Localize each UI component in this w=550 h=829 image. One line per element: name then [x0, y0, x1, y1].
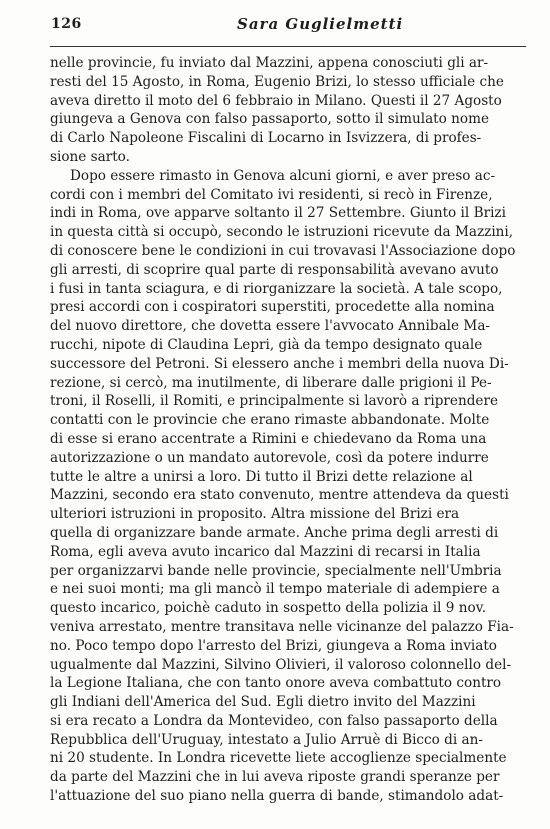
text-line: cordi con i membri del Comitato ivi residenti, si recò in Firenze, — [50, 186, 493, 203]
text-line: ulteriori istruzioni in proposito. Altra missione del Brizi era — [50, 506, 460, 523]
text-line: gli arresti, di scoprire qual parte di responsabilità avevano avuto — [50, 261, 499, 278]
page-header — [51, 12, 523, 38]
text-line: del nuovo direttore, che dovetta essere l'avvocato Annibale Ma- — [50, 318, 491, 335]
text-line: questo incarico, poichè caduto in sospetto della polizia il 9 nov. — [50, 600, 487, 617]
text-line: l'attuazione del suo piano nella guerra di bande, stimandolo adat- — [50, 788, 504, 805]
text-line: rezione, si cercò, ma inutilmente, di liberare dalle prigioni il Pe- — [50, 374, 492, 391]
text-line: in questa città si occupò, secondo le istruzioni ricevute da Mazzini, — [50, 224, 514, 241]
text-line: la Legione Italiana, che con tanto onore aveva combattuto contro — [50, 675, 502, 692]
text-line: presi accordi con i cospiratori superstiti, procedette alla nomina — [50, 299, 495, 316]
paragraph-2 — [50, 167, 528, 806]
running-title: Sara Guglielmetti — [237, 15, 404, 33]
text-line: Dopo essere rimasto in Genova alcuni giorni, e aver preso ac- — [70, 167, 496, 184]
text-line: ugualmente dal Mazzini, Silvino Olivieri, il valoroso colonnello del- — [50, 656, 512, 673]
text-line: da parte del Mazzini che in lui aveva riposte grandi speranze per — [50, 769, 500, 786]
body-text — [50, 54, 528, 806]
header-rule — [50, 46, 526, 47]
text-line: veniva arrestato, mentre transitava nelle vicinanze del palazzo Fia- — [50, 618, 514, 635]
text-line: ni 20 studente. In Londra ricevette liete accoglienze specialmente — [50, 750, 507, 767]
text-line: tutte le altre a unirsi a loro. Di tutto il Brizi dette relazione al — [50, 468, 473, 485]
text-line: Roma, egli aveva avuto incarico dal Mazzini di recarsi in Italia — [50, 543, 481, 560]
text-line: contatti con le provincie che erano rimaste abbandonate. Molte — [50, 412, 490, 429]
text-line: autorizzazione o un mandato autorevole, così da potere indurre — [50, 449, 489, 466]
text-line: indi in Roma, ove apparve soltanto il 27 Settembre. Giunto il Brizi — [50, 205, 506, 222]
text-line: i fusi in tanta sciagura, e di riorganizzare la società. A tale scopo, — [50, 280, 503, 297]
text-line: gli Indiani dell'America del Sud. Egli dietro invito del Mazzini — [50, 694, 476, 711]
text-line: si era recato a Londra da Montevideo, con falso passaporto della — [50, 712, 498, 729]
text-line: resti del 15 Agosto, in Roma, Eugenio Brizi, lo stesso ufficiale che — [50, 73, 504, 90]
text-line: giungeva a Genova con falso passaporto, sotto il simulato nome — [50, 111, 490, 128]
page-number: 126 — [51, 16, 82, 32]
text-line: Repubblica dell'Uruguay, intestato a Julio Arruè di Bicco di an- — [50, 731, 483, 748]
text-line: di Carlo Napoleone Fiscalini di Locarno in Isvizzera, di profes- — [50, 130, 482, 147]
text-line: troni, il Roselli, il Romiti, e principalmente si lavorò a riprendere — [50, 393, 498, 410]
text-line: di esse si erano accentrate a Rimini e chiedevano da Roma una — [50, 430, 487, 447]
text-line: quella di organizzare bande armate. Anche prima degli arresti di — [50, 524, 499, 541]
text-line: e nei suoi monti; ma gli mancò il tempo materiale di adempiere a — [50, 581, 500, 598]
text-line: sione sarto. — [50, 148, 130, 165]
paragraph-1 — [50, 54, 528, 167]
text-line: successore del Petroni. Si elessero anche i membri della nuova Di- — [50, 355, 509, 372]
text-line: per organizzarvi bande nelle provincie, specialmente nell'Umbria — [50, 562, 502, 579]
text-line: no. Poco tempo dopo l'arresto del Brizi, giungeva a Roma inviato — [50, 637, 497, 654]
text-line: aveva diretto il moto del 6 febbraio in Milano. Questi il 27 Agosto — [50, 92, 502, 109]
text-line: di conoscere bene le condizioni in cui trovavasi l'Associazione dopo — [50, 242, 516, 259]
text-line: rucchi, nipote di Claudina Lepri, già da tempo designato quale — [50, 336, 483, 353]
text-line: nelle provincie, fu inviato dal Mazzini, appena conosciuti gli ar- — [50, 55, 489, 71]
text-line: Mazzini, secondo era stato convenuto, mentre attendeva da questi — [50, 487, 509, 504]
